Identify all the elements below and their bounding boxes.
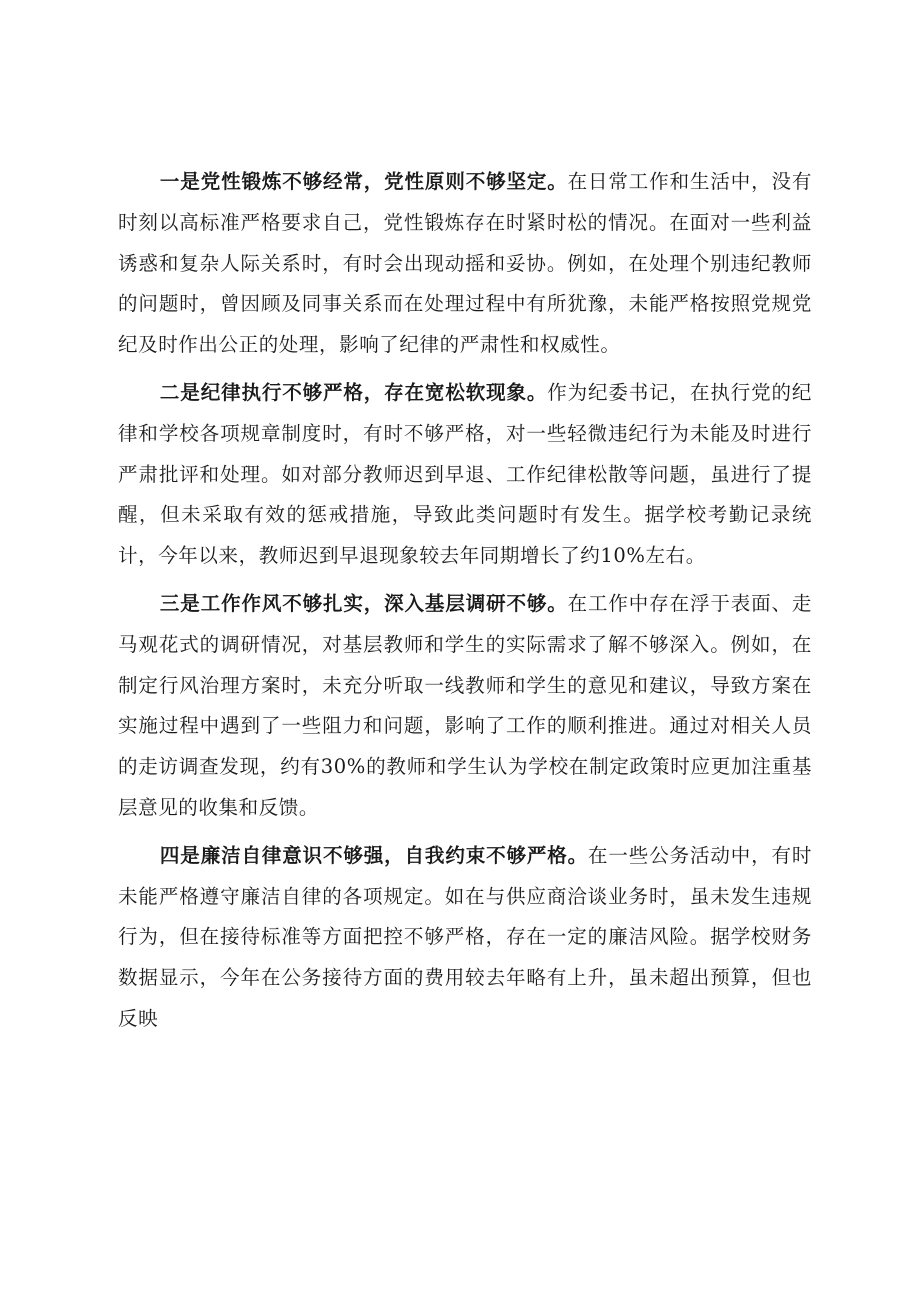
document-body: [118, 162, 812, 1047]
paragraph-2-lead: 二是纪律执行不够严格，存在宽松软现象。: [159, 380, 548, 404]
paragraph-2-body: 作为纪委书记，在执行党的纪律和学校各项规章制度时，有时不够严格，对一些轻微违纪行为未能及时进行严肃批评和处理。如对部分教师迟到早退、工作纪律松散等问题，虽进行了提醒，但未采取有效的惩戒措施，导致此类问题时有发生。据学校考勤记录统计，今年以来，教师迟到早退现象较去年同期增长了约10%左右。: [118, 380, 812, 568]
paragraph-4-body: 在一些公务活动中，有时未能严格遵守廉洁自律的各项规定。如在与供应商洽谈业务时，虽未发生违规行为，但在接待标准等方面把控不够严格，存在一定的廉洁风险。据学校财务数据显示，今年在公务接待方面的费用较去年略有上升，虽未超出预算，但也反映: [118, 843, 812, 1030]
paragraph-4-lead: 四是廉洁自律意识不够强，自我约束不够严格。: [159, 843, 589, 867]
paragraph-3-body: 在工作中存在浮于表面、走马观花式的调研情况，对基层教师和学生的实际需求了解不够深入。例如，在制定行风治理方案时，未充分听取一线教师和学生的意见和建议，导致方案在实施过程中遇到了一些阻力和问题，影响了工作的顺利推进。通过对相关人员的走访调查发现，约有30%的教师和学生认为学校在制定政策时应更加注重基层意见的收集和反馈。: [118, 591, 812, 819]
paragraph-1-body: 在日常工作和生活中，没有时刻以高标准严格要求自己，党性锻炼存在时紧时松的情况。在面对一些利益诱惑和复杂人际关系时，有时会出现动摇和妥协。例如，在处理个别违纪教师的问题时，曾因顾及同事关系而在处理过程中有所犹豫，未能严格按照党规党纪及时作出公正的处理，影响了纪律的严肃性和权威性。: [118, 170, 812, 357]
paragraph-4: [118, 836, 812, 1040]
paragraph-1-lead: 一是党性锻炼不够经常，党性原则不够坚定。: [159, 170, 568, 193]
paragraph-1: [118, 162, 812, 366]
paragraph-2: [118, 373, 812, 577]
paragraph-3-lead: 三是工作作风不够扎实，深入基层调研不够。: [159, 591, 568, 615]
paragraph-3: [118, 584, 812, 829]
